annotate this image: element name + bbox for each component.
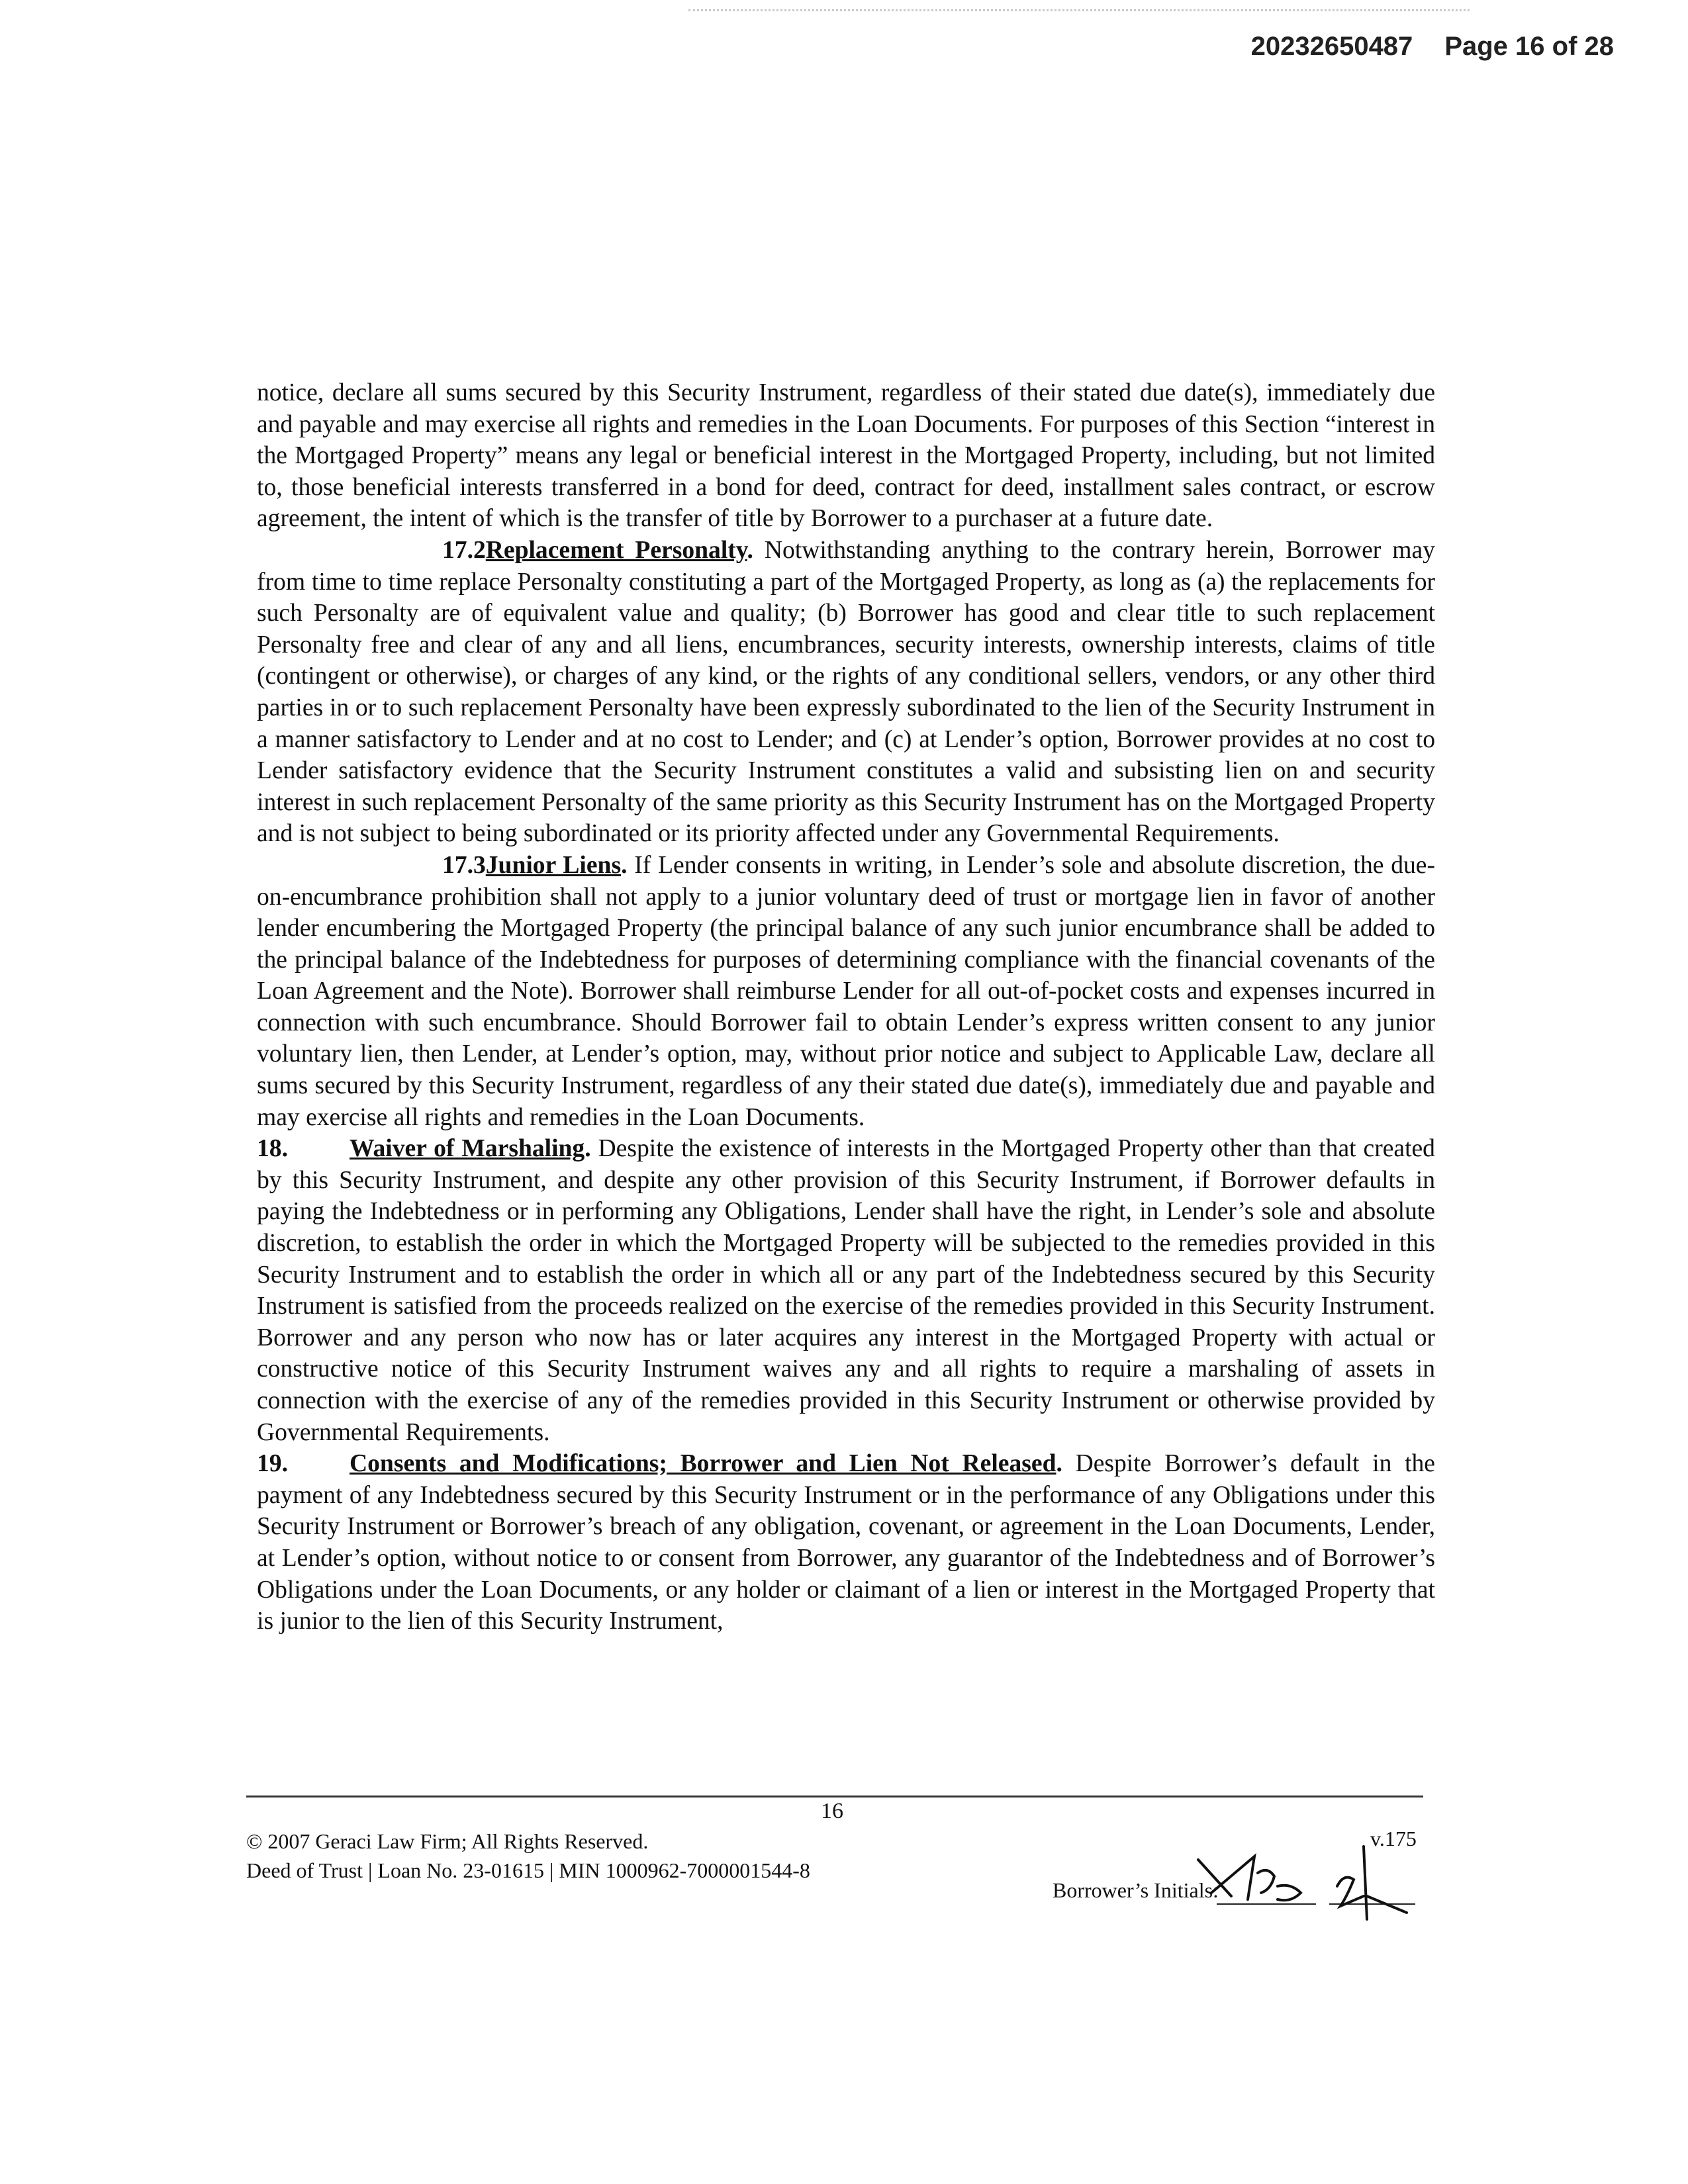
section-19: 19. Consents and Modifications; Borrower and Lien Not Released. Despite Borrower’s default in the payment of any Indebtedness secured by this Security Instrument or in the performance of any Obligations under this Security Instrument or Borrower’s breach of any obligation, covenant, or agreement in the Loan Documents, Lender, at Lender’s option, without notice to or consent from Borrower, any guarantor of the Indebtedness and of Borrower’s Obligations under the Loan Documents, or any holder or claimant of a lien or interest in the Mortgaged Property that is junior to the lien of this Security Instrument,	[257, 1448, 1435, 1637]
section-number: 17.3	[442, 851, 486, 879]
footer-info	[246, 1827, 810, 1885]
section-number: 17.2	[442, 536, 486, 564]
section-heading: Consents and Modifications; Borrower and Lien Not Released	[350, 1450, 1056, 1478]
initials-label: Borrower’s Initials:	[1053, 1878, 1219, 1902]
section-text: If Lender consents in writing, in Lender’s sole and absolute discretion, the due-on-encumbrance prohibition shall not apply to a junior voluntary deed of trust or mortgage lien in favor of another lender encumbering the Mortgaged Property (the principal balance of any such junior encumbrance shall be added to the principal balance of the Indebtedness for purposes of determining compliance with the financial covenants of the Loan Agreement and the Note). Borrower shall reimburse Lender for all out-of-pocket costs and expenses incurred in connection with such encumbrance. Should Borrower fail to obtain Lender’s express written consent to any junior voluntary lien, then Lender, at Lender’s option, may, without prior notice and subject to Applicable Law, declare all sums secured by this Security Instrument, regardless of any their stated due date(s), immediately due and payable and may exercise all rights and remedies in the Loan Documents.	[257, 851, 1435, 1131]
section-heading: Replacement Personalty	[485, 536, 747, 564]
initials-signature-1	[1192, 1846, 1317, 1913]
section-18: 18. Waiver of Marshaling. Despite the existence of interests in the Mortgaged Property other than that created by this Security Instrument, and despite any other provision of this Security Instrument, if Borrower defaults in paying the Indebtedness or in performing any Obligations, Lender shall have the right, in Lender’s sole and absolute discretion, to establish the order in which the Mortgaged Property will be subjected to the remedies provided in this Security Instrument and to establish the order in which all or any part of the Indebtedness secured by this Security Instrument is satisfied from the proceeds realized on the exercise of the remedies provided in this Security Instrument. Borrower and any person who now has or later acquires any interest in the Mortgaged Property with actual or constructive notice of this Security Instrument waives any and all rights to require a marshaling of assets in connection with the exercise of any of the remedies provided in this Security Instrument or otherwise provided by Governmental Requirements.	[257, 1133, 1435, 1448]
paragraph-continuation: notice, declare all sums secured by this Security Instrument, regardless of their stated due date(s), immediately due and payable and may exercise all rights and remedies in the Loan Documents. For purposes of this Section “interest in the Mortgaged Property” means any legal or beneficial interest in the Mortgaged Property, including, but not limited to, those beneficial interests transferred in a bond for deed, contract for deed, installment sales contract, or escrow agreement, the intent of which is the transfer of title by Borrower to a purchaser at a future date.	[257, 379, 1435, 533]
document-body	[257, 377, 1435, 1637]
copyright-notice: © 2007 Geraci Law Firm; All Rights Reserved.	[246, 1829, 649, 1853]
document-info: Deed of Trust | Loan No. 23-01615 | MIN 1000962-7000001544-8	[246, 1858, 810, 1882]
section-text: Despite the existence of interests in the Mortgaged Property other than that created by this Security Instrument, and despite any other provision of this Security Instrument, if Borrower defaults in paying the Indebtedness or in performing any Obligations, Lender shall have the right, in Lender’s sole and absolute discretion, to establish the order in which the Mortgaged Property will be subjected to the remedies provided in this Security Instrument and to establish the order in which all or any part of the Indebtedness secured by this Security Instrument is satisfied from the proceeds realized on the exercise of the remedies provided in this Security Instrument. Borrower and any person who now has or later acquires any interest in the Mortgaged Property with actual or constructive notice of this Security Instrument waives any and all rights to require a marshaling of assets in connection with the exercise of any of the remedies provided in this Security Instrument or otherwise provided by Governmental Requirements.	[257, 1135, 1435, 1446]
recording-stamp	[1251, 32, 1614, 62]
section-number: 18.	[257, 1135, 288, 1163]
document-number: 20232650487	[1250, 32, 1413, 61]
version-label: v.175	[1370, 1827, 1417, 1850]
section-text: Notwithstanding anything to the contrary herein, Borrower may from time to time replace Personalty constituting a part of the Mortgaged Property, as long as (a) the replacements for such Personalty are of equivalent value and quality; (b) Borrower has good and clear title to such replacement Personalty free and clear of any and all liens, encumbrances, security interests, ownership interests, claims of title (contingent or otherwise), or charges of any kind, or the rights of any conditional sellers, vendors, or any other third parties in or to such replacement Personalty have been expressly subordinated to the lien of the Security Instrument in a manner satisfactory to Lender and at no cost to Lender; and (c) at Lender’s option, Borrower provides at no cost to Lender satisfactory evidence that the Security Instrument constitutes a valid and subsisting lien on and security interest in such replacement Personalty of the same priority as this Security Instrument has on the Mortgaged Property and is not subject to being subordinated or its priority affected under any Governmental Requirements.	[257, 536, 1435, 848]
section-17-3: 17.3Junior Liens. If Lender consents in writing, in Lender’s sole and absolute discretion, the due-on-encumbrance prohibition shall not apply to a junior voluntary deed of trust or mortgage lien in favor of another lender encumbering the Mortgaged Property (the principal balance of any such junior encumbrance shall be added to the principal balance of the Indebtedness for purposes of determining compliance with the financial covenants of the Loan Agreement and the Note). Borrower shall reimburse Lender for all out-of-pocket costs and expenses incurred in connection with such encumbrance. Should Borrower fail to obtain Lender’s express written consent to any junior voluntary lien, then Lender, at Lender’s option, may, without prior notice and subject to Applicable Law, declare all sums secured by this Security Instrument, regardless of any their stated due date(s), immediately due and payable and may exercise all rights and remedies in the Loan Documents.	[257, 850, 1435, 1133]
section-17-2: 17.2Replacement Personalty. Notwithstanding anything to the contrary herein, Borrower may from time to time replace Personalty constituting a part of the Mortgaged Property, as long as (a) the replacements for such Personalty are of equivalent value and quality; (b) Borrower has good and clear title to such replacement Personalty free and clear of any and all liens, encumbrances, security interests, ownership interests, claims of title (contingent or otherwise), or charges of any kind, or the rights of any conditional sellers, vendors, or any other third parties in or to such replacement Personalty have been expressly subordinated to the lien of the Security Instrument in a manner satisfactory to Lender and at no cost to Lender; and (c) at Lender’s option, Borrower provides at no cost to Lender satisfactory evidence that the Security Instrument constitutes a valid and subsisting lien on and security interest in such replacement Personalty of the same priority as this Security Instrument has on the Mortgaged Property and is not subject to being subordinated or its priority affected under any Governmental Requirements.	[257, 535, 1435, 850]
section-number: 19.	[257, 1450, 288, 1478]
footer-divider	[246, 1796, 1423, 1797]
initials-signature-2	[1327, 1833, 1427, 1933]
section-heading: Junior Liens	[485, 851, 622, 879]
page-of-label: Page 16 of 28	[1444, 32, 1614, 61]
page-number: 16	[821, 1799, 843, 1823]
section-heading: Waiver of Marshaling	[350, 1135, 585, 1163]
section-text: Despite Borrower’s default in the payment of any Indebtedness secured by this Security Instrument or in the performance of any Obligations under this Security Instrument or Borrower’s breach of any obligation, covenant, or agreement in the Loan Documents, Lender, at Lender’s option, without notice to or consent from Borrower, any guarantor of the Indebtedness and of Borrower’s Obligations under the Loan Documents, or any holder or claimant of a lien or interest in the Mortgaged Property that is junior to the lien of this Security Instrument,	[257, 1450, 1435, 1635]
scan-artifact	[688, 9, 1470, 14]
